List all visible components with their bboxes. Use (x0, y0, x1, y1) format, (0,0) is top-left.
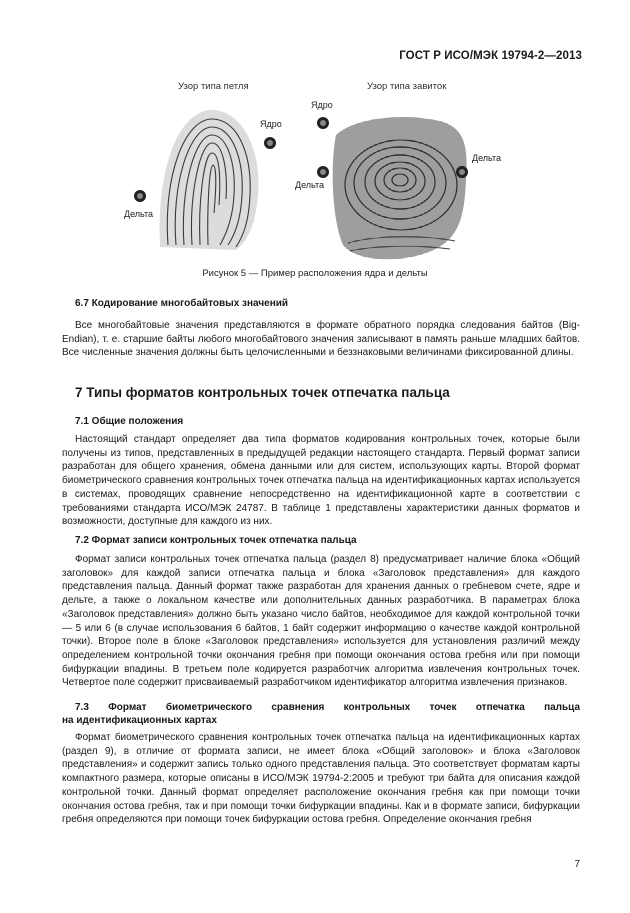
whorl-fingerprint-image (333, 117, 467, 259)
section-7-1-paragraph: Настоящий стандарт определяет два типа форматов кодирования контрольных точек, которые были получены из типов, представленных в предыдущей редакции настоящего стандарта. Первый формат записи разработан для общего хранения, обмена данными или для систем, использующих карты. Второй формат биометрического сравнения контрольных точек отпечатка пальца на идентификационных картах используется в системах, проводящих сравнение непосредственно на идентификационной карте в соответствии с требованиями стандарта ИСО/МЭК 24787. В таблице 1 представлены характеристики данных форматов и возможности, доступные для каждого из них. (62, 434, 580, 528)
whorl-delta-left-label: Дельта (295, 180, 325, 190)
figure-caption: Рисунок 5 — Пример расположения ядра и дельты (202, 268, 428, 279)
section-7-2-heading: 7.2 Формат записи контрольных точек отпечатка пальца (75, 535, 357, 546)
loop-pattern-title: Узор типа петля (178, 81, 249, 92)
whorl-core-label: Ядро (311, 100, 333, 110)
fingerprint-illustrations (0, 95, 630, 285)
section-6-7-paragraph: Все многобайтовые значения представляются в формате обратного порядка следования байтов (Big-Endian), т. е. старшие байты любого многобайтового значения записывают в память раньше младших байтов. Все численные значения должны быть целочисленными и беззнаковыми величинами фиксированной длины. (62, 320, 580, 359)
loop-core-label: Ядро (260, 119, 282, 129)
section-7-3-heading-line2: на идентификационных картах (62, 715, 217, 726)
loop-fingerprint-image (160, 110, 259, 250)
section-7-1-heading: 7.1 Общие положения (75, 416, 184, 427)
page-header: ГОСТ Р ИСО/МЭК 19794-2—2013 (399, 50, 582, 62)
section-7-3-heading-line1: 7.3 Формат биометрического сравнения контрольных точек отпечатка пальца (75, 702, 580, 713)
figure-core-delta (0, 75, 630, 285)
section-7-3-paragraph: Формат биометрического сравнения контрольных точек отпечатка пальца на идентификационных картах (раздел 9), в отличие от формата записи, не имеет блока «Общий заголовок» и блока «Заголовок представления» и содержит запись только одного представления пальца. Это соответствует форматам карты компактного размера, которые описаны в ИСО/МЭК 19794-2:2005 и требуют три байта для описания каждой контрольной точки. Данный формат определяет расположение окончания гребня как при помощи точки окончания остова гребня, так и при помощи точки бифуркации впадины. Как и в формате записи, бифуркации гребня определяются при помощи точек бифуркации остова гребня. Определение окончания гребня (62, 732, 580, 826)
whorl-delta-right-label: Дельта (472, 153, 502, 163)
page-number: 7 (574, 859, 580, 870)
section-7-heading: 7 Типы форматов контрольных точек отпечатка пальца (75, 385, 450, 400)
loop-delta-label: Дельта (124, 209, 154, 219)
section-6-7-heading: 6.7 Кодирование многобайтовых значений (75, 298, 289, 309)
whorl-pattern-title: Узор типа завиток (367, 81, 447, 92)
section-7-2-paragraph: Формат записи контрольных точек отпечатка пальца (раздел 8) предусматривает наличие блока «Общий заголовок» для каждой записи отпечатка пальца и блока «Заголовок представления» для каждого представления пальца. Данный формат также разработан для хранения данных о гребневом счете, ядре и дельте, а также о локальном качестве или дополнительных данных разработчика. В параметрах блока «Заголовок представления» должно быть указано число байтов, необходимое для каждой контрольной точки — 5 или 6 (в случае использования 6 байтов, 1 байт содержит информацию о качестве каждой контрольной точки). Второе поле в блоке «Заголовок представления» используется для установления различий между определением контрольной точки окончания гребня при помощи окончания остова гребня или при помощи бифуркации впадины. В третьем поле кодируется разработчик алгоритма извлечения контрольных точек. Четвертое поле содержит присваиваемый разработчиком идентификатор алгоритма извлечения признаков. (62, 554, 580, 689)
